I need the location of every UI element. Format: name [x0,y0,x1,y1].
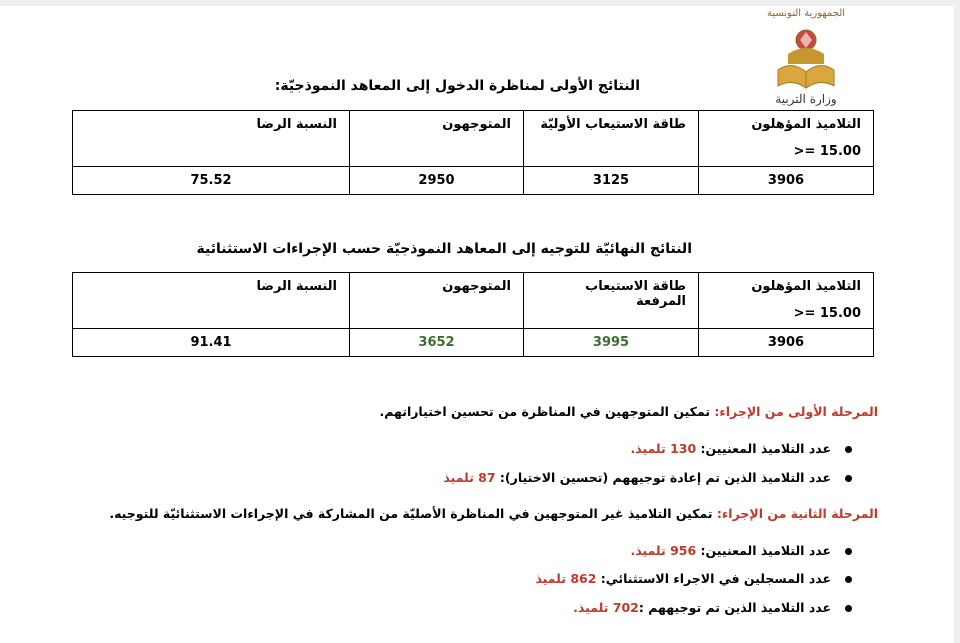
bullet-icon [845,576,852,583]
phase2-text: تمكين التلاميذ غير المتوجهين في المناظرة الأصليّة من المشاركة في الإجراءات الاستثنائيّة للتوجيه. [109,506,717,521]
list-item [573,600,852,615]
list-item [630,441,852,456]
item-text: عدد التلاميذ المعنيين: [696,441,831,456]
header-qualified [699,273,874,329]
header-capacity: طاقة الاستيعاب المرفعة [524,273,699,329]
value-satisfaction: 91.41 [73,329,350,357]
threshold-label: >= 15.00 [793,306,861,321]
page-right-border [954,0,960,643]
item-text: عدد التلاميذ المعنيين: [696,543,831,558]
logo-bottom-text: وزارة التربية [775,92,837,106]
item-text: عدد التلاميذ الذين تم توجيههم : [638,600,831,615]
ministry-logo [766,8,846,108]
bullet-icon [845,475,852,482]
table-header-row [73,111,874,167]
phase2-label: المرحلة الثانية من الإجراء: [716,506,878,521]
table-row [73,167,874,195]
section1-table [72,110,874,195]
bullet-icon [845,548,852,555]
header-label: التلاميذ المؤهلون [751,279,861,294]
item-text: عدد المسجلين في الاجراء الاستثنائي: [596,571,831,586]
item-value: 130 تلميذ. [630,441,697,456]
bullet-icon [845,446,852,453]
bullet-icon [845,605,852,612]
header-satisfaction: النسبة الرضا [73,111,350,167]
value-qualified: 3906 [699,167,874,195]
item-value: 862 تلميذ [535,571,597,586]
section2-title: النتائج النهائيّة للتوجيه إلى المعاهد النموذجيّة حسب الإجراءات الاستثنائية [196,241,692,257]
header-capacity: طاقة الاستيعاب الأوليّة [524,111,699,167]
header-label: التلاميذ المؤهلون [751,117,861,132]
item-value: 87 تلميذ [443,470,496,485]
phase1-text: تمكين المتوجهين في المناظرة من تحسين اختياراتهم. [379,404,715,419]
header-qualified [699,111,874,167]
phase1-label: المرحلة الأولى من الإجراء: [714,404,878,419]
section2-table [72,272,874,357]
item-text: عدد التلاميذ الذين تم إعادة توجيههم (تحسين الاختيار): [495,470,831,485]
threshold-label: >= 15.00 [793,144,861,159]
header-satisfaction: النسبة الرضا [73,273,350,329]
table-row [73,329,874,357]
value-satisfaction: 75.52 [73,167,350,195]
value-oriented: 2950 [350,167,524,195]
list-item [535,571,852,586]
logo-top-text: الجمهورية التونسية [766,8,846,19]
value-oriented: 3652 [350,329,524,357]
item-value: 956 تلميذ. [630,543,697,558]
list-item [630,543,852,558]
value-qualified: 3906 [699,329,874,357]
list-item [443,470,852,485]
section1-title: النتائج الأولى لمناظرة الدخول إلى المعاهد النموذجيّة: [274,78,640,94]
value-capacity: 3995 [524,329,699,357]
page-top-border [0,0,960,6]
item-value: 702 تلميذ. [573,600,639,615]
value-capacity: 3125 [524,167,699,195]
table-header-row [73,273,874,329]
phase2-paragraph [109,506,878,521]
phase1-paragraph [379,404,878,419]
header-oriented: المتوجهون [350,273,524,329]
header-oriented: المتوجهون [350,111,524,167]
